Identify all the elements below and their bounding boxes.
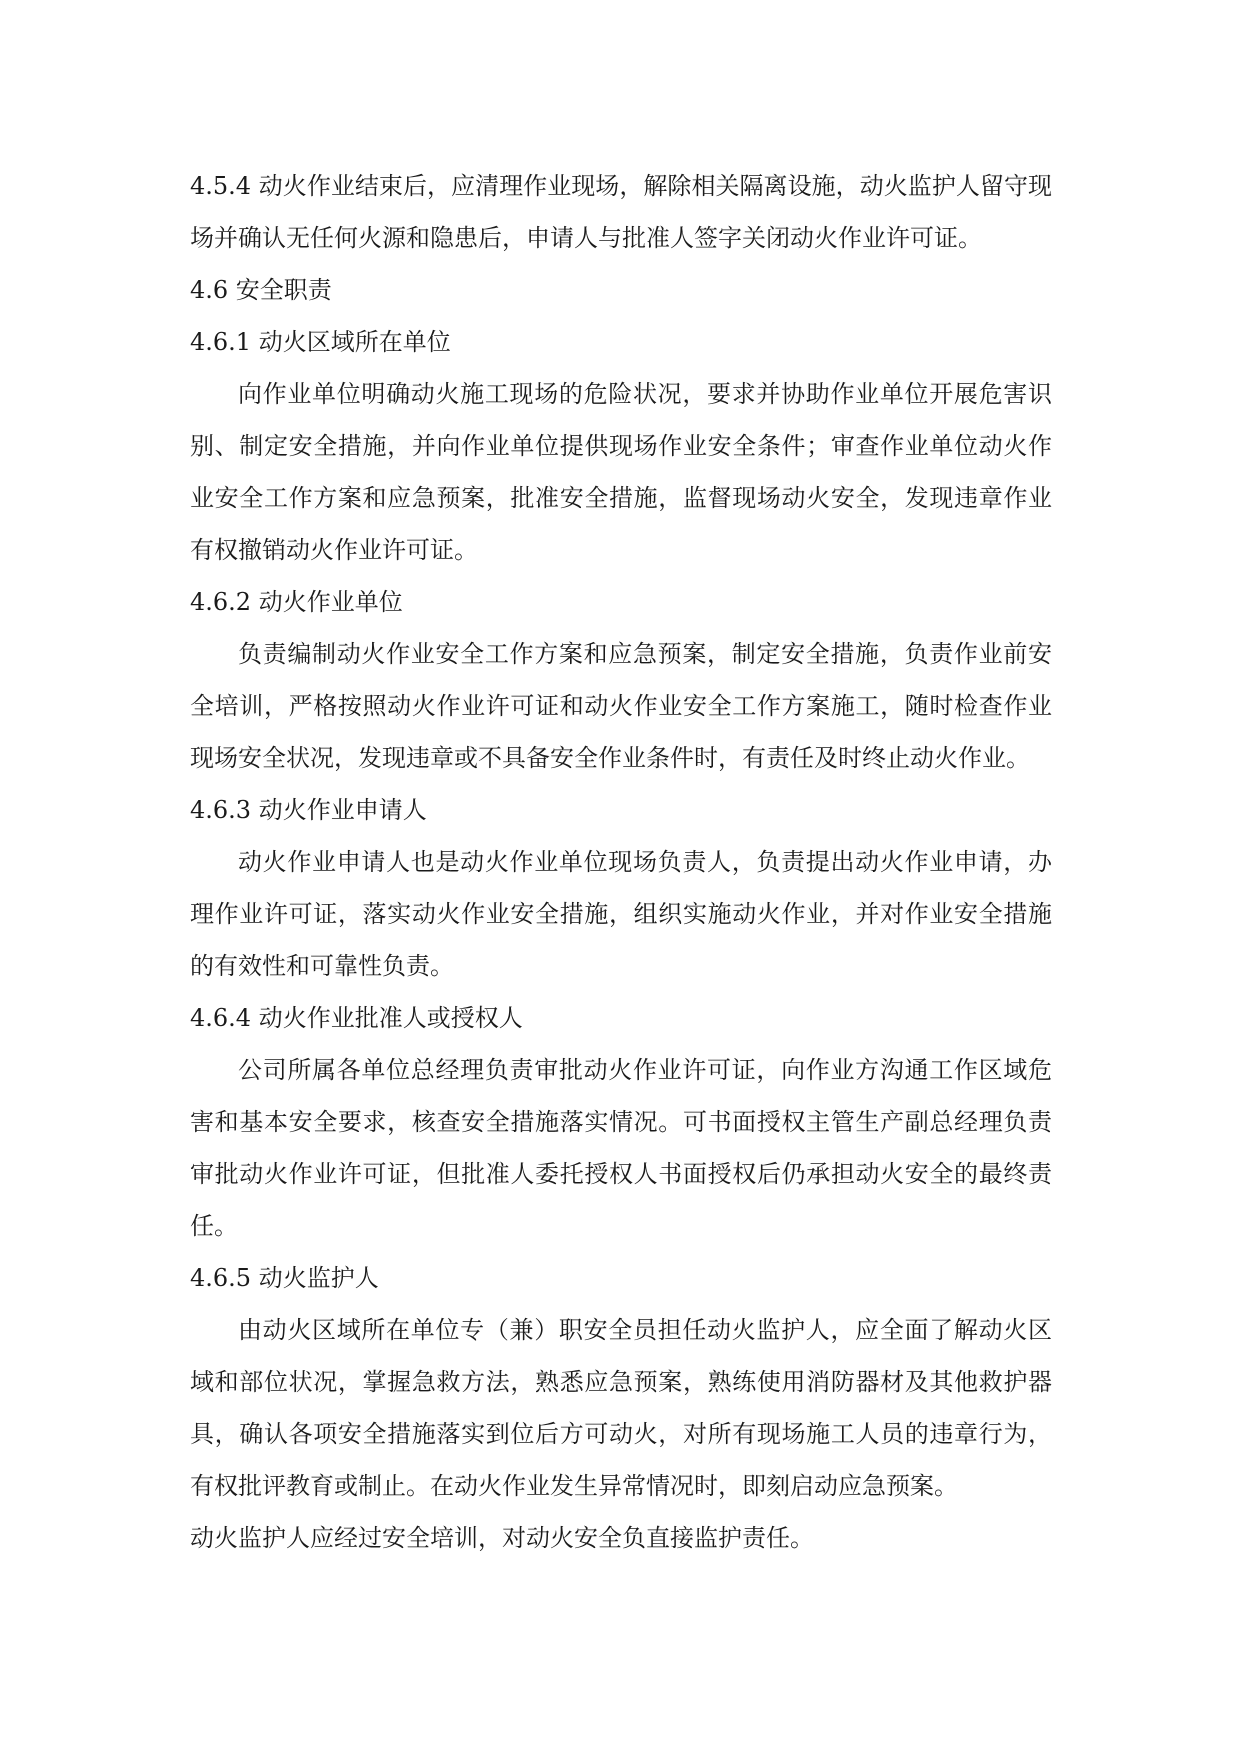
- section-4-6-4-body: 公司所属各单位总经理负责审批动火作业许可证，向作业方沟通工作区域危害和基本安全要求，核查安全措施落实情况。可书面授权主管生产副总经理负责审批动火作业许可证，但批准人委托授权人书面授权后仍承担动火安全的最终责任。: [190, 1056, 1052, 1240]
- section-4-5-4-text: 4.5.4 动火作业结束后，应清理作业现场，解除相关隔离设施，动火监护人留守现场并确认无任何火源和隐患后，申请人与批准人签字关闭动火作业许可证。: [190, 172, 1052, 252]
- section-4-6-3-body: 动火作业申请人也是动火作业单位现场负责人，负责提出动火作业申请，办理作业许可证，落实动火作业安全措施，组织实施动火作业，并对作业安全措施的有效性和可靠性负责。: [190, 848, 1052, 980]
- section-4-6-3-heading: 4.6.3 动火作业申请人: [190, 796, 427, 824]
- section-4-6-2-body: 负责编制动火作业安全工作方案和应急预案，制定安全措施，负责作业前安全培训，严格按照动火作业许可证和动火作业安全工作方案施工，随时检查作业现场安全状况，发现违章或不具备安全作业条件时，有责任及时终止动火作业。: [190, 640, 1052, 772]
- section-4-6-1-body: 向作业单位明确动火施工现场的危险状况，要求并协助作业单位开展危害识别、制定安全措施，并向作业单位提供现场作业安全条件；审查作业单位动火作业安全工作方案和应急预案，批准安全措施，监督现场动火安全，发现违章作业有权撤销动火作业许可证。: [190, 380, 1052, 564]
- section-4-6-5-tail: 动火监护人应经过安全培训，对动火安全负直接监护责任。: [190, 1524, 814, 1552]
- section-4-6-2-heading: 4.6.2 动火作业单位: [190, 588, 403, 616]
- section-4-6-4-heading: 4.6.4 动火作业批准人或授权人: [190, 1004, 523, 1032]
- section-4-6-5-body: 由动火区域所在单位专（兼）职安全员担任动火监护人，应全面了解动火区域和部位状况，掌握急救方法，熟悉应急预案，熟练使用消防器材及其他救护器具，确认各项安全措施落实到位后方可动火，对所有现场施工人员的违章行为，有权批评教育或制止。在动火作业发生异常情况时，即刻启动应急预案。: [190, 1316, 1052, 1500]
- document-page: [190, 160, 1052, 1564]
- section-4-6-5-heading: 4.6.5 动火监护人: [190, 1264, 379, 1292]
- section-4-6-1-heading: 4.6.1 动火区域所在单位: [190, 328, 451, 356]
- section-4-6-heading: 4.6 安全职责: [190, 276, 332, 304]
